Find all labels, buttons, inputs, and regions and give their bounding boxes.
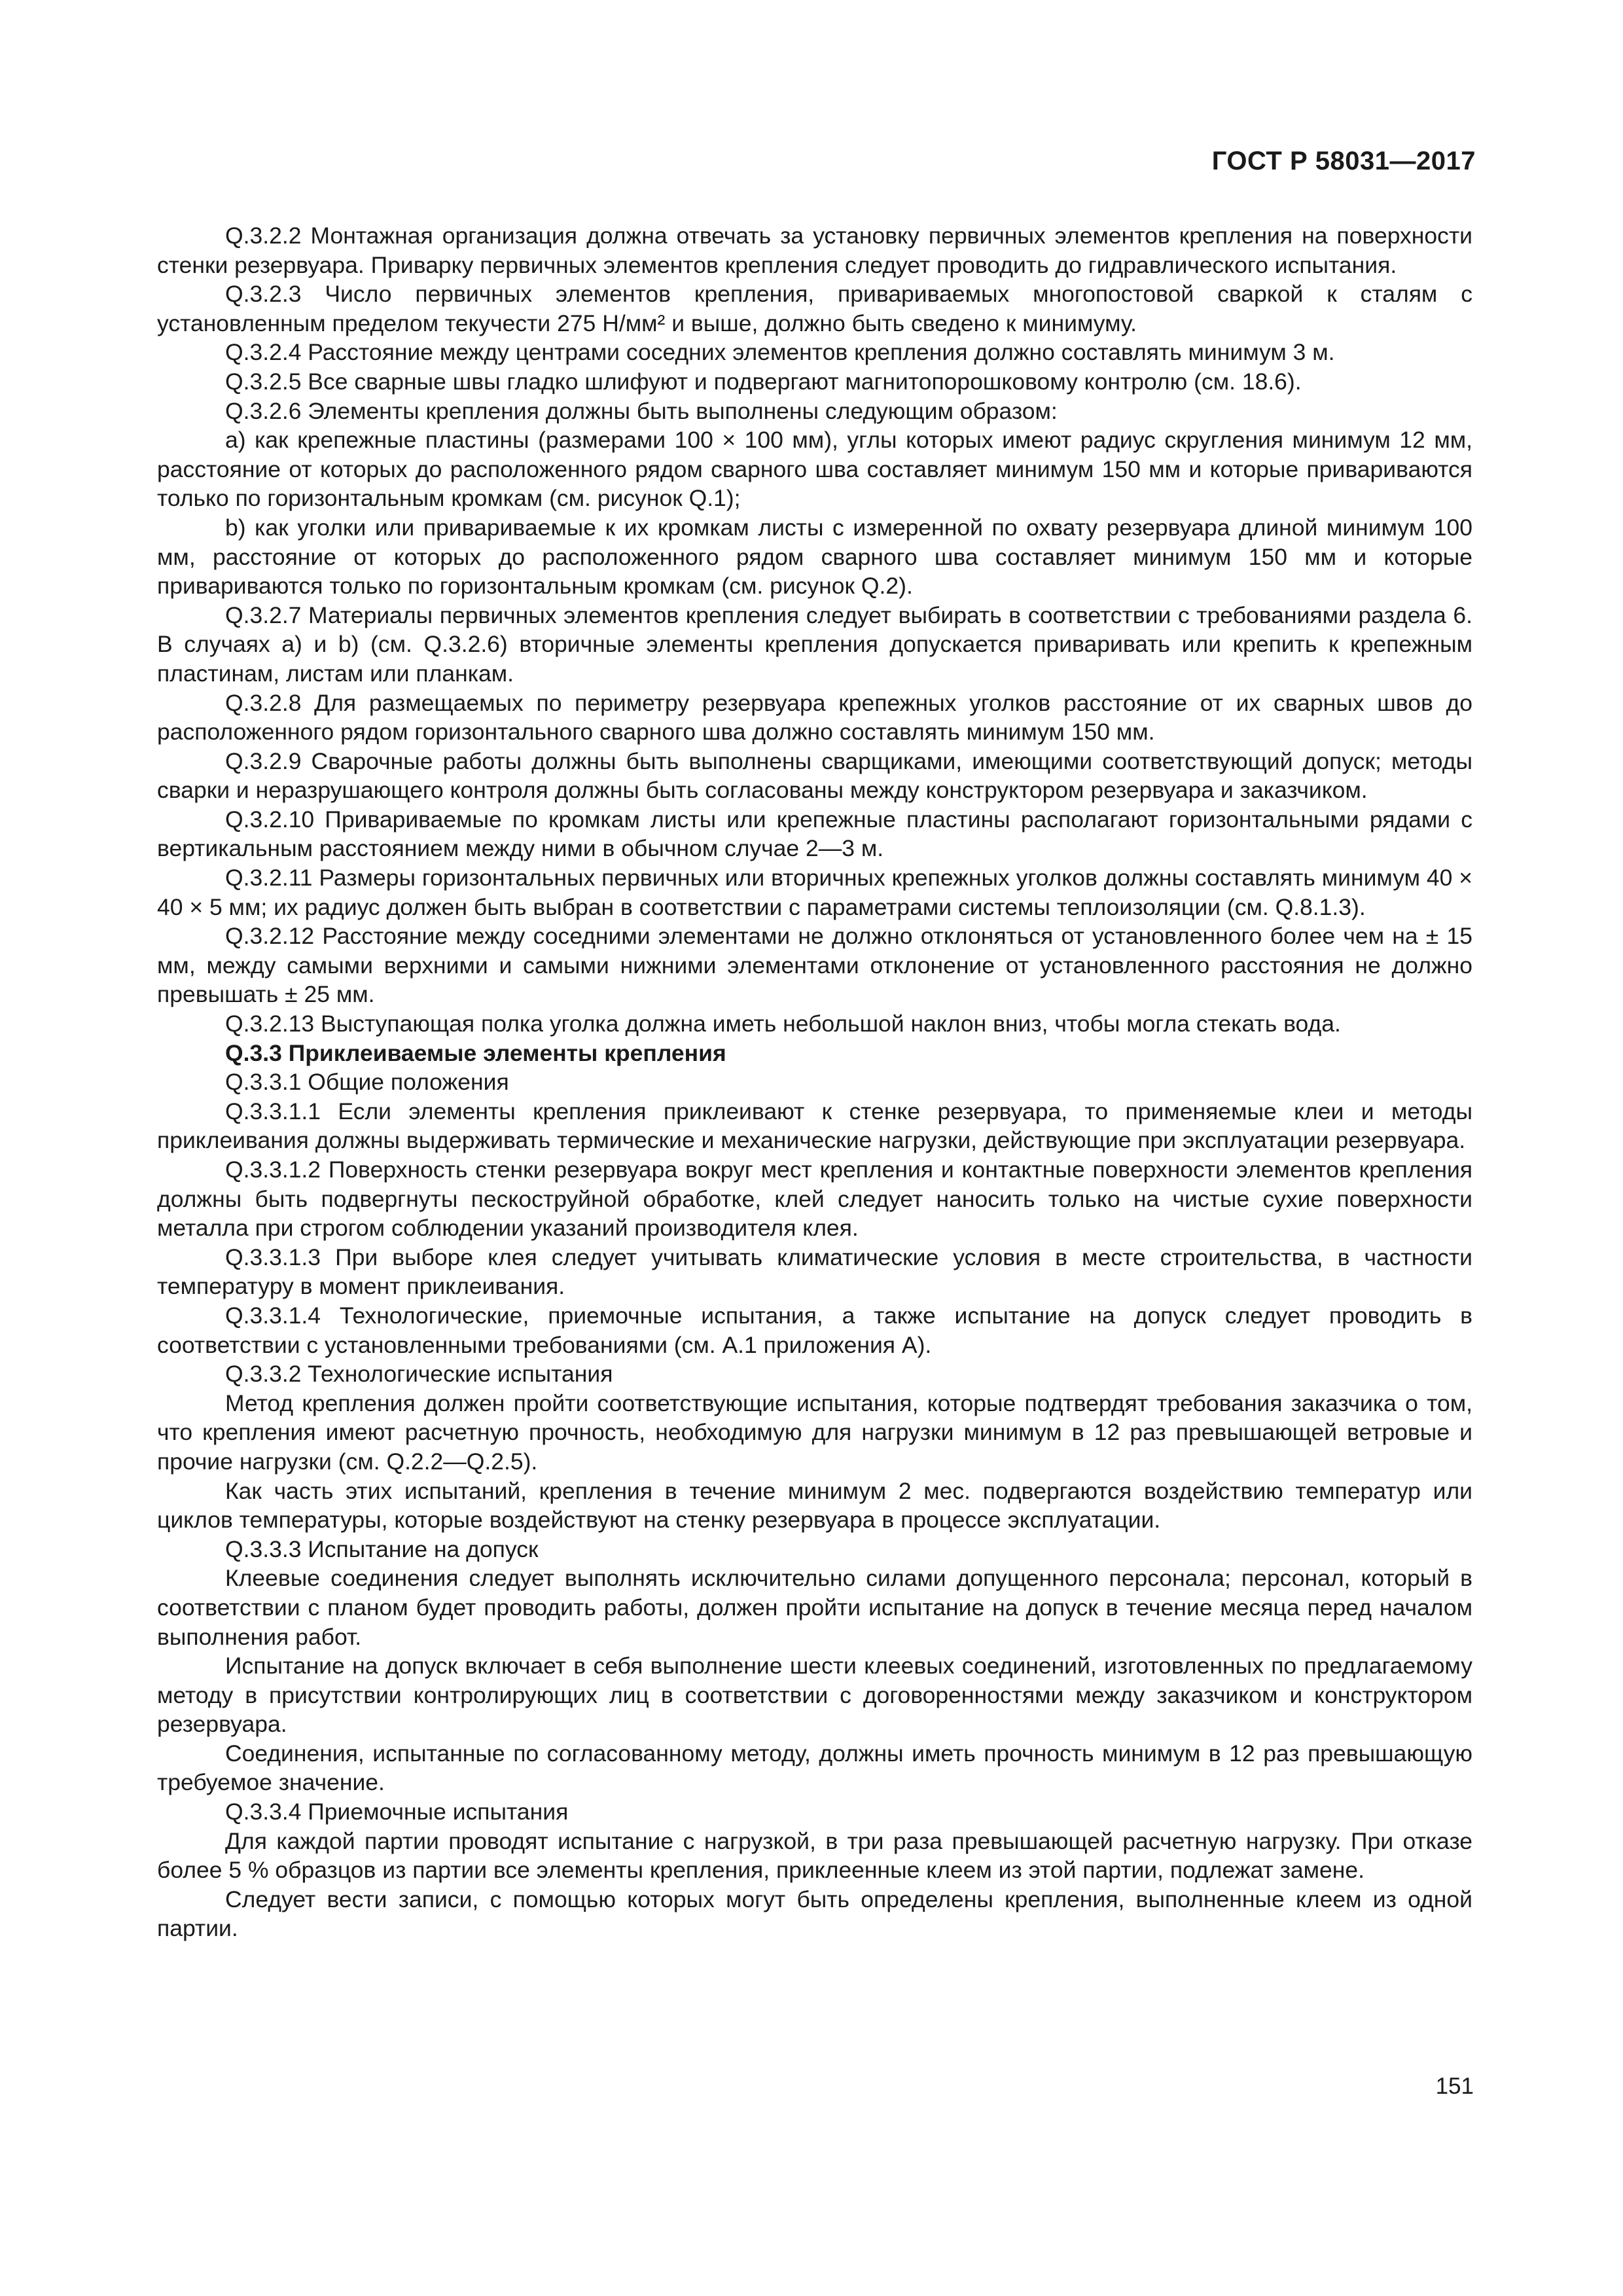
- body-paragraph: Соединения, испытанные по согласованному методу, должны иметь прочность минимум в 12 раз превышающую требуемое значение.: [157, 1740, 1472, 1796]
- body-paragraph: Q.3.3.1.2 Поверхность стенки резервуара вокруг мест крепления и контактные поверхности элементов крепления должны быть подвергнуты пескоструйной обработке, клей следует наносить только на чистые сухие поверхности металла при строгом соблюдении указаний производителя клея.: [157, 1157, 1472, 1242]
- body-paragraph: Q.3.2.13 Выступающая полка уголка должна иметь небольшой наклон вниз, чтобы могла стекать вода.: [225, 1011, 1341, 1037]
- body-paragraph: Q.3.2.11 Размеры горизонтальных первичных или вторичных крепежных уголков должны составлять минимум 40 × 40 × 5 мм; их радиус должен быть выбран в соответствии с параметрами системы теплоизоляции (см. Q.8.1.3).: [157, 865, 1472, 920]
- body-paragraph: Метод крепления должен пройти соответствующие испытания, которые подтвердят требования заказчика о том, что крепления имеют расчетную прочность, необходимую для нагрузки минимум в 12 раз превышающей ветровые и прочие нагрузки (см. Q.2.2—Q.2.5).: [157, 1390, 1472, 1475]
- body-paragraph: Q.3.3.1.4 Технологические, приемочные испытания, а также испытание на допуск следует проводить в соответствии с установленными требованиями (см. А.1 приложения А).: [157, 1302, 1472, 1358]
- body-paragraph: Как часть этих испытаний, крепления в течение минимум 2 мес. подвергаются воздействию температур или циклов температуры, которые воздействуют на стенку резервуара в процессе эксплуатации.: [157, 1477, 1472, 1534]
- body-paragraph: Q.3.2.3 Число первичных элементов крепления, привариваемых многопостовой сваркой к сталям с установленным пределом текучести 275 Н/мм² и выше, должно быть сведено к минимуму.: [157, 281, 1472, 336]
- body-paragraph: Q.3.3.1.1 Если элементы крепления приклеивают к стенке резервуара, то применяемые клеи и методы приклеивания должны выдерживать термические и механические нагрузки, действующие при эксплуатации резервуара.: [157, 1098, 1472, 1154]
- body-paragraph: b) как уголки или привариваемые к их кромкам листы с измеренной по охвату резервуара длиной минимум 100 мм, расстояние от которых до расположенного рядом сварного шва составляет минимум 150 мм и которые привариваются только по горизонтальным кромкам (см. рисунок Q.2).: [157, 514, 1472, 600]
- body-paragraph: Испытание на допуск включает в себя выполнение шести клеевых соединений, изготовленных по предлагаемому методу в присутствии контролирующих лиц в соответствии с договоренностями между заказчиком и конструктором резервуара.: [157, 1653, 1472, 1738]
- body-paragraph: Q.3.2.5 Все сварные швы гладко шлифуют и подвергают магнитопорошковому контролю (см. 18.6).: [225, 368, 1302, 395]
- body-paragraph: Q.3.2.8 Для размещаемых по периметру резервуара крепежных уголков расстояние от их сварных швов до расположенного рядом горизонтального сварного шва должно составлять минимум 150 мм.: [157, 689, 1472, 745]
- body-paragraph: Q.3.3.3 Испытание на допуск: [225, 1535, 539, 1562]
- body-paragraph: Q.3.2.4 Расстояние между центрами соседних элементов крепления должно составлять минимум 3 м.: [225, 339, 1335, 366]
- body-paragraph: Q.3.3.4 Приемочные испытания: [225, 1799, 569, 1825]
- body-paragraph: Клеевые соединения следует выполнять исключительно силами допущенного персонала; персонал, который в соответствии с планом будет проводить работы, должен пройти испытание на допуск в течение месяца перед началом выполнения работ.: [157, 1565, 1472, 1650]
- body-paragraph: Для каждой партии проводят испытание с нагрузкой, в три раза превышающей расчетную нагрузку. При отказе более 5 % образцов из партии все элементы крепления, приклеенные клеем из этой партии, подлежат замене.: [157, 1827, 1472, 1884]
- body-paragraph: Q.3.3.1 Общие положения: [225, 1069, 509, 1096]
- body-paragraph: Q.3.2.9 Сварочные работы должны быть выполнены сварщиками, имеющими соответствующий допуск; методы сварки и неразрушающего контроля должны быть согласованы между конструктором резервуара и заказчиком.: [157, 747, 1472, 804]
- body-paragraph: a) как крепежные пластины (размерами 100 × 100 мм), углы которых имеют радиус скругления минимум 12 мм, расстояние от которых до расположенного рядом сварного шва составляет минимум 150 мм и которые привариваются только по горизонтальным кромкам (см. рисунок Q.1);: [157, 427, 1472, 512]
- section-heading: Q.3.3 Приклеиваемые элементы крепления: [225, 1039, 726, 1066]
- body-paragraph: Q.3.2.12 Расстояние между соседними элементами не должно отклоняться от установленного более чем на ± 15 мм, между самыми верхними и самыми нижними элементами отклонение от установленного расстояния не должно превышать ± 25 мм.: [157, 923, 1472, 1008]
- body-paragraph: Следует вести записи, с помощью которых могут быть определены крепления, выполненные клеем из одной партии.: [157, 1886, 1472, 1942]
- body-paragraph: Q.3.3.1.3 При выборе клея следует учитывать климатические условия в месте строительства, в частности температуру в момент приклеивания.: [157, 1244, 1472, 1300]
- body-paragraph: Q.3.2.2 Монтажная организация должна отвечать за установку первичных элементов крепления на поверхности стенки резервуара. Приварку первичных элементов крепления следует проводить до гидравлического испытания.: [157, 223, 1472, 278]
- document-body: [157, 221, 1472, 1943]
- body-paragraph: Q.3.2.7 Материалы первичных элементов крепления следует выбирать в соответствии с требованиями раздела 6. В случаях a) и b) (см. Q.3.2.6) вторичные элементы крепления допускается приваривать или крепить к крепежным пластинам, листам или планкам.: [157, 601, 1472, 687]
- page-header-standard-code: ГОСТ Р 58031—2017: [1211, 147, 1476, 175]
- body-paragraph: Q.3.2.6 Элементы крепления должны быть выполнены следующим образом:: [225, 397, 1058, 424]
- page-number: 151: [1435, 2073, 1474, 2099]
- body-paragraph: Q.3.3.2 Технологические испытания: [225, 1361, 613, 1388]
- body-paragraph: Q.3.2.10 Привариваемые по кромкам листы или крепежные пластины располагают горизонтальными рядами с вертикальным расстоянием между ними в обычном случае 2—3 м.: [157, 806, 1472, 862]
